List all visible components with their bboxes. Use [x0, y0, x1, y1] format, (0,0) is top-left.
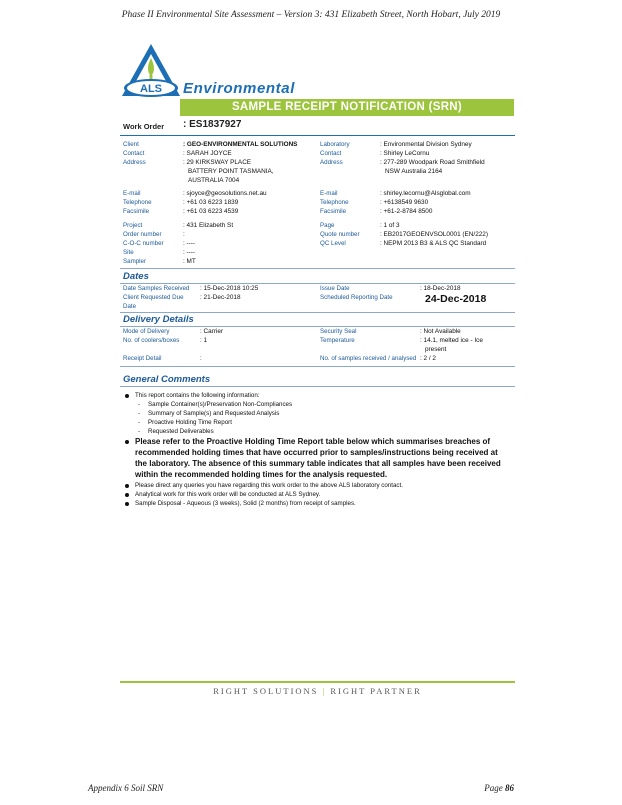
coolers-label: No. of coolers/boxes: [123, 337, 180, 344]
samples-value: : 2 / 2: [420, 355, 436, 362]
holding-time-note: recommended holding times that have occurred prior to samples/instructions being received at: [135, 448, 498, 457]
address-label: Address: [123, 159, 146, 166]
footer-page-label: Page: [484, 783, 503, 793]
bullet: [125, 440, 129, 444]
samples-label: No. of samples received / analysed: [320, 355, 417, 362]
brand-name: Environmental: [183, 80, 295, 97]
divider: [120, 135, 515, 136]
project-value: : 431 Elizabeth St: [183, 222, 234, 229]
contact-value: : SARAH JOYCE: [183, 150, 232, 157]
sampler-value: : MT: [183, 258, 196, 265]
lab-contact-value: : Shirley LeCornu: [380, 150, 430, 157]
telephone-value: : +61 03 6223 1839: [183, 199, 239, 206]
requested-due-value: : 21-Dec-2018: [200, 294, 241, 301]
document-title: SAMPLE RECEIPT NOTIFICATION (SRN): [231, 101, 463, 113]
bullet: [125, 394, 129, 398]
date-received-label: Date Samples Received: [123, 285, 190, 292]
temperature-value-2: present: [425, 346, 447, 353]
issue-date-label: Issue Date: [320, 285, 350, 292]
sampler-label: Sampler: [123, 258, 147, 265]
mode-label: Mode of Delivery: [123, 328, 170, 335]
comment-note: Please direct any queries you have regarding this work order to the above ALS laboratory contact.: [135, 482, 403, 489]
laboratory-value: : Environmental Division Sydney: [380, 141, 472, 148]
seal-value: : Not Available: [420, 328, 461, 335]
mode-value: : Carrier: [200, 328, 224, 335]
comment-item: Summary of Sample(s) and Requested Analysis: [148, 410, 280, 417]
requested-due-label: Client Requested Due: [123, 294, 184, 301]
footer-page: [484, 783, 514, 793]
lab-email-label: E-mail: [320, 190, 338, 197]
footer-page-number: 86: [505, 783, 514, 793]
lab-facsimile-value: : +61-2-8784 8500: [380, 208, 433, 215]
facsimile-value: : +61 03 6223 4539: [183, 208, 239, 215]
comment-item: Proactive Holding Time Report: [148, 419, 232, 426]
holding-time-note: within the recommended holding times for the analysis requested.: [135, 470, 388, 479]
page-label: Page: [320, 222, 335, 229]
temperature-value: : 14.1, melted ice - Ice: [420, 337, 483, 344]
address-line-3: AUSTRALIA 7004: [188, 177, 240, 184]
dash: -: [138, 428, 141, 435]
order-number-value: :: [183, 231, 185, 238]
lab-contact-label: Contact: [320, 150, 342, 157]
als-logo-icon: [120, 42, 182, 98]
quote-number-label: Quote number: [320, 231, 360, 238]
tagline-right: RIGHT PARTNER: [330, 686, 422, 696]
temperature-label: Temperature: [320, 337, 355, 344]
tagline-separator: |: [322, 686, 327, 696]
holding-time-note: Please refer to the Proactive Holding Time Report table below which summarises breaches of: [135, 437, 491, 446]
page-value: : 1 of 3: [380, 222, 400, 229]
work-order-label: Work Order: [123, 122, 165, 131]
lab-facsimile-label: Facsimile: [320, 208, 347, 215]
coolers-value: : 1: [200, 337, 208, 344]
work-order-value: : ES1837927: [183, 119, 242, 130]
delivery-heading: Delivery Details: [123, 314, 194, 325]
client-label: Client: [123, 141, 139, 148]
qc-level-label: QC Level: [320, 240, 346, 247]
quote-number-value: : EB2017GEOENVSOL0001 (EN/222): [380, 231, 488, 238]
divider: [120, 283, 515, 284]
bullet: [125, 484, 129, 488]
tagline: [120, 686, 515, 696]
dash: -: [138, 410, 141, 417]
divider: [120, 312, 515, 313]
bullet: [125, 502, 129, 506]
lab-telephone-value: : +6138549 9630: [380, 199, 429, 206]
lab-email-value: : shirley.lecornu@Alsglobal.com: [380, 190, 471, 197]
address-line-2: BATTERY POINT TASMANIA,: [188, 168, 274, 175]
lab-address-value: : 277-289 Woodpark Road Smithfield: [380, 159, 485, 166]
qc-level-value: : NEPM 2013 B3 & ALS QC Standard: [380, 240, 487, 247]
bullet: [125, 493, 129, 497]
requested-due-label-2: Date: [123, 303, 137, 310]
comment-note: Analytical work for this work order will be conducted at ALS Sydney.: [135, 491, 321, 498]
project-label: Project: [123, 222, 143, 229]
coc-number-label: C-O-C number: [123, 240, 164, 247]
comments-heading: General Comments: [123, 374, 211, 385]
client-value: : GEO-ENVIRONMENTAL SOLUTIONS: [183, 141, 298, 148]
divider: [120, 386, 515, 387]
dash: -: [138, 419, 141, 426]
page-header: Phase II Environmental Site Assessment – Version 3: 431 Elizabeth Street, North Hobart, July 2019: [121, 10, 501, 20]
date-received-value: : 15-Dec-2018 10:25: [200, 285, 259, 292]
contact-label: Contact: [123, 150, 145, 157]
email-value: : sjoyce@geosolutions.net.au: [183, 190, 267, 197]
comment-note: Sample Disposal - Aqueous (3 weeks), Solid (2 months) from receipt of samples.: [135, 500, 356, 507]
order-number-label: Order number: [123, 231, 162, 238]
svg-text:ALS: ALS: [140, 83, 162, 95]
scheduled-date-value: 24-Dec-2018: [425, 293, 487, 305]
receipt-value: :: [200, 355, 202, 362]
footer-left: Appendix 6 Soil SRN: [88, 783, 164, 793]
divider: [120, 268, 515, 269]
tagline-left: RIGHT SOLUTIONS: [213, 686, 319, 696]
divider: [120, 326, 515, 327]
comment-intro: This report contains the following information:: [135, 392, 260, 399]
issue-date-value: : 18-Dec-2018: [420, 285, 461, 292]
address-value: : 29 KIRKSWAY PLACE: [183, 159, 252, 166]
coc-number-value: : ----: [183, 240, 196, 247]
scheduled-date-label: Scheduled Reporting Date: [320, 294, 393, 301]
footer-bar: [120, 681, 515, 683]
facsimile-label: Facsimile: [123, 208, 150, 215]
laboratory-label: Laboratory: [320, 141, 350, 148]
lab-address-line-2: NSW Australia 2164: [385, 168, 443, 175]
comment-item: Sample Container(s)/Preservation Non-Compliances: [148, 401, 293, 408]
seal-label: Security Seal: [320, 328, 357, 335]
receipt-label: Receipt Detail: [123, 355, 162, 362]
title-banner: [180, 99, 514, 116]
comment-item: Requested Deliverables: [148, 428, 214, 435]
site-value: : ----: [183, 249, 196, 256]
telephone-label: Telephone: [123, 199, 152, 206]
site-label: Site: [123, 249, 134, 256]
email-label: E-mail: [123, 190, 141, 197]
dates-heading: Dates: [123, 271, 149, 282]
dash: -: [138, 401, 141, 408]
lab-telephone-label: Telephone: [320, 199, 349, 206]
holding-time-note: the laboratory. The absence of this summary table indicates that all samples have been received: [135, 459, 501, 468]
divider: [120, 366, 515, 367]
lab-address-label: Address: [320, 159, 343, 166]
